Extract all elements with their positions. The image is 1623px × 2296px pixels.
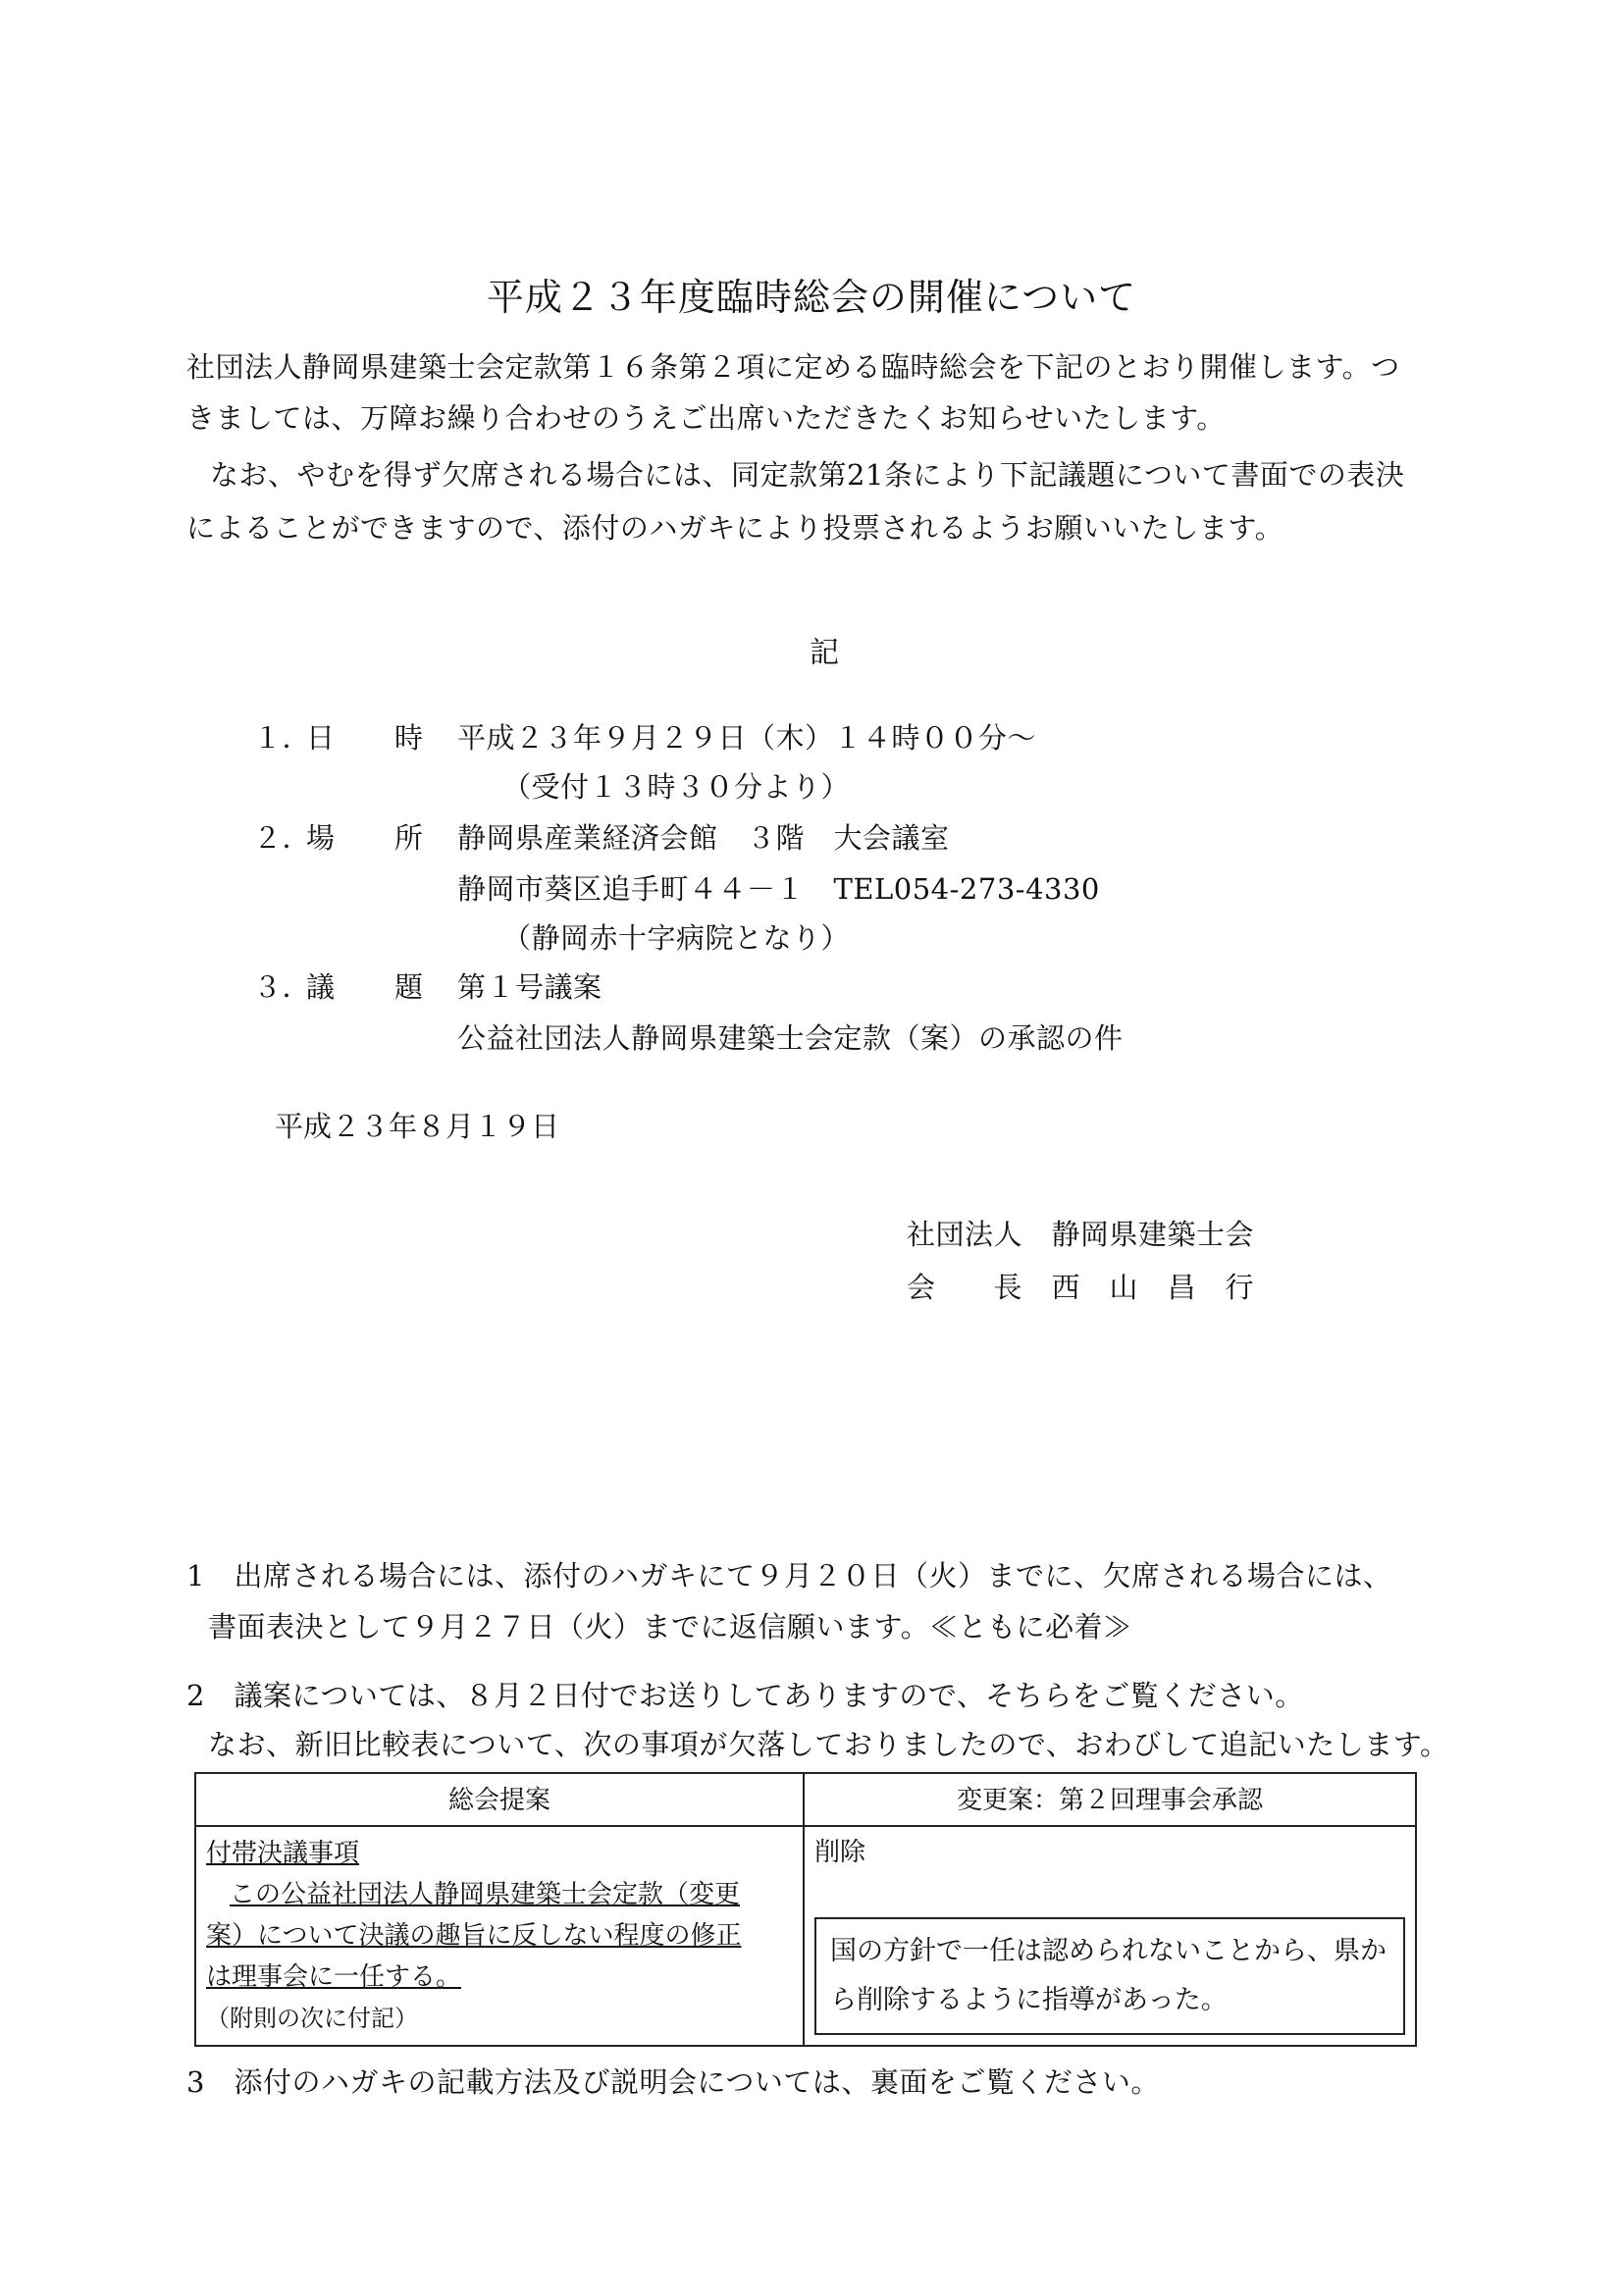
note-line: 2 議案については、８月２日付でお送りしてありますので、そちらをご覧ください。 xyxy=(186,1679,1304,1712)
table-header: 変更案：第２回理事会承認 xyxy=(804,1773,1416,1826)
ki-heading: 記 xyxy=(810,636,839,670)
note-line: 3 添付のハガキの記載方法及び説明会については、裏面をご覧ください。 xyxy=(186,2065,1160,2099)
comparison-table xyxy=(194,1772,1417,2047)
table-header: 総会提案 xyxy=(195,1773,804,1826)
note-line: なお、新旧比較表について、次の事項が欠落しておりましたので、おわびして追記いたします。 xyxy=(208,1728,1449,1761)
table-header-row xyxy=(195,1773,1416,1826)
sender-org: 社団法人 静岡県建築士会 xyxy=(907,1218,1255,1251)
item-sub: （静岡赤十字病院となり） xyxy=(502,921,851,955)
table-cell xyxy=(195,1826,804,2046)
item-value: 静岡県産業経済会館 ３階 大会議室 xyxy=(457,821,950,855)
item-value: 第１号議案 xyxy=(457,970,602,1004)
item-sub: 静岡市葵区追手町４４－１ TEL054-273-4330 xyxy=(457,872,1100,906)
item-label: 題 xyxy=(394,970,424,1004)
issue-date: 平成２３年８月１９日 xyxy=(275,1110,560,1143)
page-title: 平成２３年度臨時総会の開催について xyxy=(486,276,1137,319)
item-number: １． xyxy=(253,721,312,755)
item-label: 議 xyxy=(306,970,336,1004)
cell-text: 案）について決議の趣旨に反しない程度の修正 xyxy=(206,1921,742,1951)
sender-chair: 会 長 西 山 昌 行 xyxy=(907,1271,1255,1304)
item-label: 場 xyxy=(306,821,336,855)
item-number: ２． xyxy=(253,821,312,855)
intro-line: なお、やむを得ず欠席される場合には、同定款第21条により下記議題について書面での表決 xyxy=(210,458,1405,492)
note-line: 書面表決として９月２７日（火）までに返信願います。≪ともに必着≫ xyxy=(208,1610,1132,1644)
boxed-note: 国の方針で一任は認められないことから、県から削除するように指導があった。 xyxy=(814,1917,1405,2035)
item-label: 日 xyxy=(306,721,336,755)
item-sub: 公益社団法人静岡県建築士会定款（案）の承認の件 xyxy=(457,1021,1124,1055)
note-line: 1 出席される場合には、添付のハガキにて９月２０日（火）までに、欠席される場合には、 xyxy=(186,1559,1392,1592)
table-row xyxy=(195,1826,1416,2046)
cell-text: は理事会に一任する。 xyxy=(206,1962,462,1992)
cell-text: 削除 xyxy=(814,1838,866,1867)
intro-line: によることができますので、添付のハガキにより投票されるようお願いいたします。 xyxy=(186,511,1284,545)
cell-text: この公益社団法人静岡県建築士会定款（変更 xyxy=(230,1880,741,1909)
item-sub: （受付１３時３０分より） xyxy=(502,770,851,804)
item-number: ３． xyxy=(253,970,312,1004)
cell-note: （附則の次に付記） xyxy=(206,2005,418,2032)
intro-line: 社団法人静岡県建築士会定款第１６条第２項に定める臨時総会を下記のとおり開催します。つ xyxy=(186,350,1400,384)
item-label: 時 xyxy=(394,721,424,755)
intro-line: きましては、万障お繰り合わせのうえご出席いただきたくお知らせいたします。 xyxy=(186,401,1226,435)
table-cell xyxy=(804,1826,1416,2046)
cell-heading: 付帯決議事項 xyxy=(206,1839,360,1868)
item-label: 所 xyxy=(394,821,424,855)
item-value: 平成２３年９月２９日（木）１４時００分～ xyxy=(457,721,1037,755)
